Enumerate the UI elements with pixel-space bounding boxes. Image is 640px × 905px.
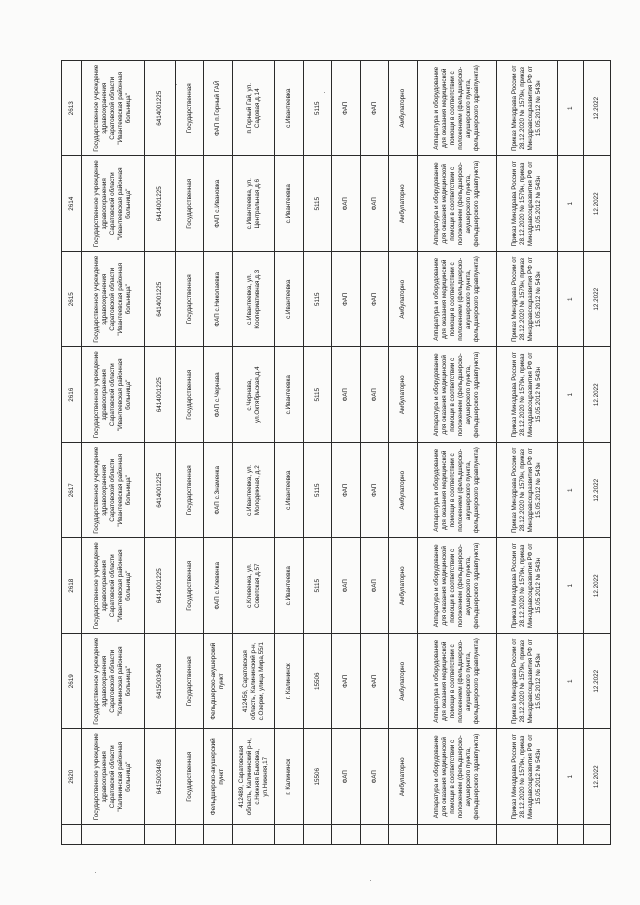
table-cell: Аппаратура и оборудование для оказания медицинской помощи в соответствии с положением (фельдшерско-акушерского пункта, фельдшерского здравпункта) [417,443,496,539]
table-row [275,61,303,845]
table-cell: Приказ Минздрава России от 28.12.2020 № 1579н, приказ Минздравсоцразвития РФ от 15.05.2012 № 543н [497,156,558,252]
table-cell: Приказ Минздрава России от 28.12.2020 № 1579н, приказ Минздравсоцразвития РФ от 15.05.2012 № 543н [497,634,558,730]
table-row [558,61,584,845]
table-row [417,61,496,845]
table-cell: с.Ивантеевка [275,156,303,252]
table-cell: ФАП с.Ивановка [204,156,232,252]
table-cell: 412456, Саратовская область, Калининский р-н, с.Озерки, улица Мира,55/1 [232,634,275,730]
table-cell: Амбулаторно [389,729,417,825]
table-cell: 1 [558,156,584,252]
facilities-table [61,60,611,845]
table-cell: Государственная [175,538,203,634]
table-cell: Приказ Минздрава России от 28.12.2020 № 1579н, приказ Минздравсоцразвития РФ от 15.05.2012 № 543н [497,443,558,539]
table-cell: Государственное учреждение здравоохранения Саратовской области "Ивантеевская районная больница" [82,61,145,157]
table-cell: ФАП [360,252,388,348]
rotated-table-wrapper [61,60,611,845]
table-cell: 6415003408 [145,729,176,825]
table-cell: 1 [558,347,584,443]
table-cell: Фельдшерско-акушерский пункт [204,634,232,730]
table-cell: Государственное учреждение здравоохранения Саратовской области "Ивантеевская районная больница" [82,538,145,634]
table-cell: 5115 [303,347,331,443]
table-cell: 1 [558,252,584,348]
row-margin-cell [360,825,388,845]
table-cell: ФАП [360,729,388,825]
table-cell: Приказ Минздрава России от 28.12.2020 № 1579н, приказ Минздравсоцразвития РФ от 15.05.2012 № 543н [497,347,558,443]
table-row [497,61,558,845]
table-cell: Амбулаторно [389,156,417,252]
table-cell: Приказ Минздрава России от 28.12.2020 № 1579н, приказ Минздравсоцразвития РФ от 15.05.2012 № 543н [497,538,558,634]
row-margin-cell [497,825,558,845]
table-cell: ФАП [332,729,360,825]
table-cell: Государственная [175,252,203,348]
table-cell: Приказ Минздрава России от 28.12.2020 № 1579н, приказ Минздравсоцразвития РФ от 15.05.2012 № 543н [497,61,558,157]
table-cell: 15506 [303,634,331,730]
table-cell: 5115 [303,61,331,157]
table-cell: Амбулаторно [389,634,417,730]
table-row [232,61,275,845]
table-cell: Амбулаторно [389,443,417,539]
table-cell: Аппаратура и оборудование для оказания медицинской помощи в соответствии с положением (фельдшерско-акушерского пункта, фельдшерского здравпункта) [417,347,496,443]
table-cell: ФАП [360,634,388,730]
table-cell: ФАП п.Горный ГАЙ [204,61,232,157]
table-cell: 5115 [303,252,331,348]
table-row [175,61,203,845]
table-cell: Амбулаторно [389,538,417,634]
table-cell: ФАП [332,156,360,252]
table-cell: ФАП с.Знаменка [204,443,232,539]
table-cell: Государственная [175,61,203,157]
table-cell: ФАП с.Чернава [204,347,232,443]
table-cell: Амбулаторно [389,61,417,157]
table-row [145,61,176,845]
table-cell: ФАП [332,61,360,157]
row-margin-cell [175,825,203,845]
table-cell: Государственная [175,443,203,539]
table-cell: 1 [558,61,584,157]
table-cell: ФАП [360,347,388,443]
table-cell: 1 [558,538,584,634]
row-margin-cell [584,825,611,845]
table-cell: Государственная [175,729,203,825]
table-row [332,61,360,845]
table-cell: Государственное учреждение здравоохранения Саратовской области "Калининская районная больница" [82,729,145,825]
table-cell: 2617 [62,443,82,539]
table-cell: Аппаратура и оборудование для оказания медицинской помощи в соответствии с положением (фельдшерско-акушерского пункта, фельдшерского здравпункта) [417,634,496,730]
table-cell: Фельдшерско-акушерский пункт [204,729,232,825]
table-cell: Государственное учреждение здравоохранения Саратовской области "Ивантеевская районная больница" [82,443,145,539]
table-cell: 12.2022 [584,61,611,157]
table-cell: 2614 [62,156,82,252]
scan-speck [95,872,96,873]
row-margin-cell [62,825,82,845]
table-row [360,61,388,845]
table-row [584,61,611,845]
table-row [62,61,82,845]
table-cell: Государственная [175,156,203,252]
table-cell: Аппаратура и оборудование для оказания медицинской помощи в соответствии с положением (фельдшерско-акушерского пункта, фельдшерского здравпункта) [417,538,496,634]
row-margin-cell [417,825,496,845]
table-cell: ФАП [360,156,388,252]
table-cell: Государственное учреждение здравоохранения Саратовской области "Ивантеевская районная больница" [82,347,145,443]
row-margin-cell [389,825,417,845]
table-row [303,61,331,845]
table-cell: с.Ивантеевка [275,347,303,443]
table-row [389,61,417,845]
table-cell: ФАП [332,634,360,730]
table-cell: с.Ивантеевка, ул. Молодежная, д.2 [232,443,275,539]
table-cell: 5115 [303,538,331,634]
table-cell: ФАП [360,61,388,157]
table-cell: 12.2022 [584,729,611,825]
row-margin-cell [232,825,275,845]
table-cell: 6414001225 [145,538,176,634]
table-cell: 6414001225 [145,347,176,443]
table-cell: с.Чернава, ул.Октябрьская,д.4 [232,347,275,443]
table-cell: Государственная [175,347,203,443]
table-cell: 1 [558,634,584,730]
table-cell: ФАП [360,443,388,539]
table-cell: Аппаратура и оборудование для оказания медицинской помощи в соответствии с положением (фельдшерско-акушерского пункта, фельдшерского здравпункта) [417,252,496,348]
table-cell: 6414001225 [145,252,176,348]
row-margin-cell [204,825,232,845]
table-cell: Амбулаторно [389,347,417,443]
row-margin-cell [145,825,176,845]
row-margin-cell [332,825,360,845]
table-cell: с.Ивантеевка [275,443,303,539]
table-cell: Амбулаторно [389,252,417,348]
table-cell: 5115 [303,443,331,539]
table-cell: п.Горный Гай, ул. Садовая,д.14 [232,61,275,157]
table-cell: 6415003408 [145,634,176,730]
table-cell: 6414001225 [145,156,176,252]
table-cell: Приказ Минздрава России от 28.12.2020 № 1579н, приказ Минздравсоцразвития РФ от 15.05.2012 № 543н [497,252,558,348]
table-row [82,61,145,845]
table-cell: 2620 [62,729,82,825]
table-cell: 15506 [303,729,331,825]
table-cell: Аппаратура и оборудование для оказания медицинской помощи в соответствии с положением (фельдшерско-акушерского пункта, фельдшерского здравпункта) [417,61,496,157]
table-cell: ФАП [332,443,360,539]
table-cell: Аппаратура и оборудование для оказания медицинской помощи в соответствии с положением (фельдшерско-акушерского пункта, фельдшерского здравпункта) [417,729,496,825]
table-cell: ФАП [360,538,388,634]
table-cell: 12.2022 [584,252,611,348]
table-cell: 12.2022 [584,538,611,634]
table-cell: 2613 [62,61,82,157]
row-margin-cell [275,825,303,845]
table-row [204,61,232,845]
table-cell: г. Калининск [275,634,303,730]
table-cell: 2619 [62,634,82,730]
table-cell: с.Ивантеевка [275,538,303,634]
table-cell: 12.2022 [584,156,611,252]
table-cell: 2616 [62,347,82,443]
table-cell: 6414001225 [145,443,176,539]
table-cell: с.Ивантеевка, ул. Центральная,д.6 [232,156,275,252]
table-cell: Аппаратура и оборудование для оказания медицинской помощи в соответствии с положением (фельдшерско-акушерского пункта, фельдшерского здравпункта) [417,156,496,252]
table-cell: 12.2022 [584,634,611,730]
table-cell: с.Клевенка, ул. Советская,д.57 [232,538,275,634]
table-body [62,61,611,845]
table-cell: ФАП с.Клевенка [204,538,232,634]
table-cell: 412489, Саратовская область, Калининский р-н, с.Нижняя Быковка, ул.Нижняя,17 [232,729,275,825]
table-cell: 12.2022 [584,347,611,443]
table-cell: 1 [558,729,584,825]
row-margin-cell [558,825,584,845]
table-cell: 2618 [62,538,82,634]
table-cell: ФАП с.Николаевка [204,252,232,348]
table-cell: г. Калининск [275,729,303,825]
row-margin-cell [303,825,331,845]
table-cell: Государственная [175,634,203,730]
table-cell: 2615 [62,252,82,348]
table-cell: 6414001225 [145,61,176,157]
table-cell: Приказ Минздрава России от 28.12.2020 № 1579н, приказ Минздравсоцразвития РФ от 15.05.2012 № 543н [497,729,558,825]
scan-speck [370,880,371,881]
table-cell: ФАП [332,538,360,634]
row-margin-cell [82,825,145,845]
table-cell: Государственное учреждение здравоохранения Саратовской области "Калининская районная больница" [82,634,145,730]
table-cell: с.Ивантеевка [275,61,303,157]
table-cell: 5115 [303,156,331,252]
table-cell: Государственное учреждение здравоохранения Саратовской области "Ивантеевская районная больница" [82,156,145,252]
table-cell: с.Ивантеевка [275,252,303,348]
table-cell: ФАП [332,252,360,348]
table-cell: 1 [558,443,584,539]
table-cell: 12.2022 [584,443,611,539]
table-cell: ФАП [332,347,360,443]
table-cell: с.Ивантеевка, ул. Коопериативная,д.3 [232,252,275,348]
table-cell: Государственное учреждение здравоохранения Саратовской области "Ивантеевская районная больница" [82,252,145,348]
